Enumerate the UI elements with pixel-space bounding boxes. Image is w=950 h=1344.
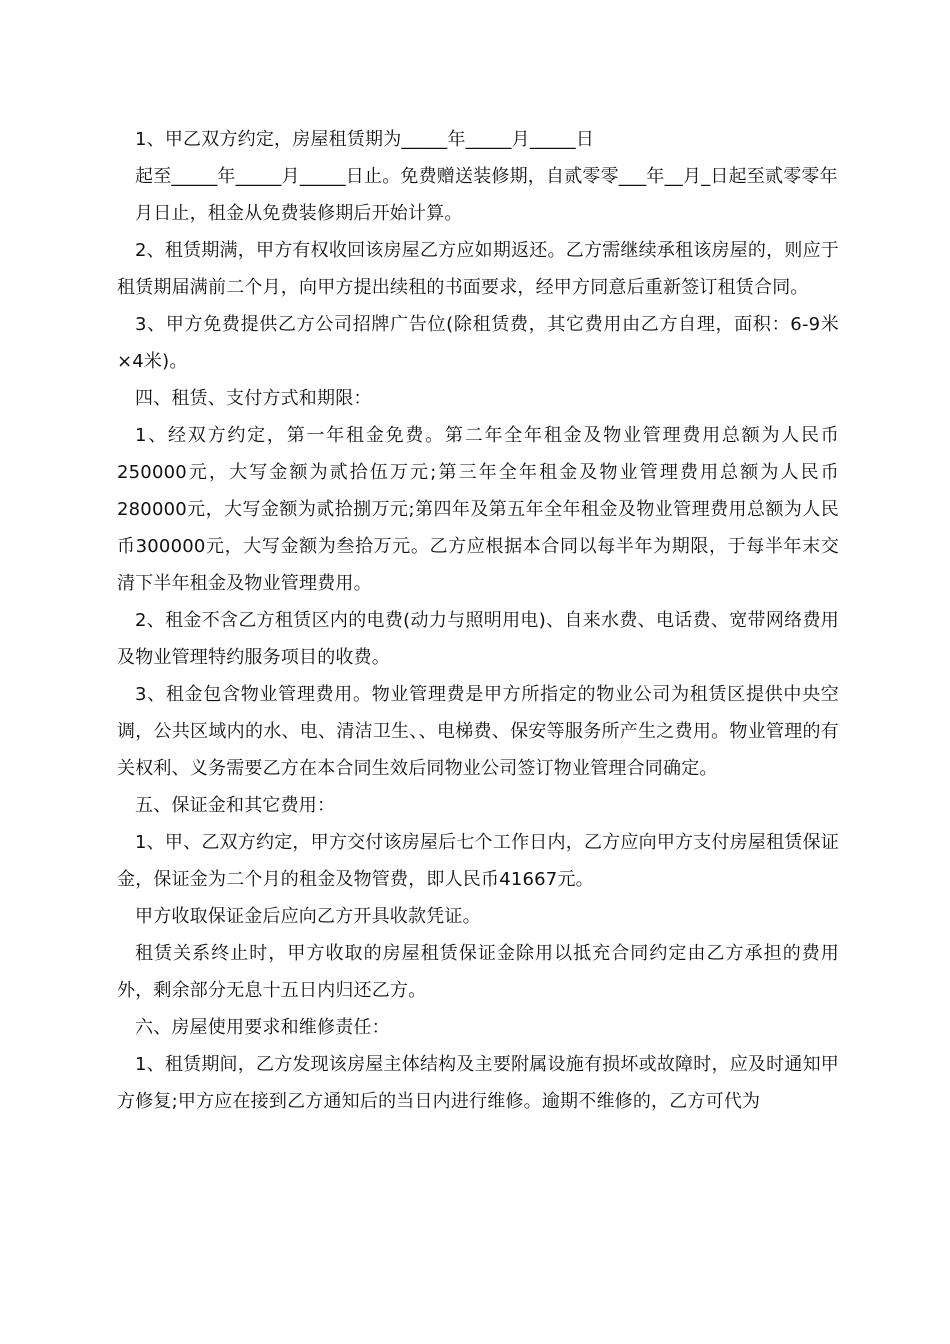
paragraph-repair: 1、租赁期间，乙方发现该房屋主体结构及主要附属设施有损坏或故障时，应及时通知甲方修复;甲方应在接到乙方通知后的当日内进行维修。逾期不维修的，乙方可代为 — [117, 1054, 839, 1112]
paragraph-rent-amounts: 1、经双方约定，第一年租金免费。第二年全年租金及物业管理费用总额为人民币250000元，大写金额为贰拾伍万元;第三年全年租金及物业管理费用总额为人民币280000元，大写金额为贰拾捌万元;第四年及第五年全年租金及物业管理费用总额为人民币300000元，大写金额为叁拾万元。乙方应根据本合同以每半年为期限，于每半年末交清下半年租金及物业管理费用。 — [117, 425, 839, 594]
paragraph-deposit-return: 租赁关系终止时，甲方收取的房屋租赁保证金除用以抵充合同约定由乙方承担的费用外，剩余部分无息十五日内归还乙方。 — [117, 943, 839, 1001]
paragraph-deposit-receipt: 甲方收取保证金后应向乙方开具收款凭证。 — [135, 906, 481, 927]
section-heading-payment: 四、租赁、支付方式和期限： — [135, 388, 372, 409]
document-body — [117, 121, 839, 1120]
section-heading-maintenance: 六、房屋使用要求和维修责任： — [135, 1017, 390, 1038]
paragraph-lease-term-end: 起至_____年_____月_____日止。免费赠送装修期，自贰零零___年__月_日起至贰零零年 — [135, 166, 838, 187]
section-heading-deposit: 五、保证金和其它费用： — [135, 795, 336, 816]
paragraph-property-fee: 3、租金包含物业管理费用。物业管理费是甲方所指定的物业公司为租赁区提供中央空调，公共区域内的水、电、清洁卫生、、电梯费、保安等服务所产生之费用。物业管理的有关权利、义务需要乙方在本合同生效后同物业公司签订物业管理合同确定。 — [117, 684, 839, 779]
paragraph-rent-start: 月日止，租金从免费装修期后开始计算。 — [135, 203, 463, 224]
paragraph-rent-exclusions: 2、租金不含乙方租赁区内的电费(动力与照明用电)、自来水费、电话费、宽带网络费用及物业管理特约服务项目的收费。 — [117, 610, 839, 668]
paragraph-deposit-amount: 1、甲、乙双方约定，甲方交付该房屋后七个工作日内，乙方应向甲方支付房屋租赁保证金，保证金为二个月的租金及物管费，即人民币41667元。 — [117, 832, 839, 890]
paragraph-signage: 3、甲方免费提供乙方公司招牌广告位(除租赁费，其它费用由乙方自理，面积：6-9米×4米)。 — [117, 314, 839, 372]
paragraph-lease-term: 1、甲乙双方约定，房屋租赁期为_____年_____月_____日 — [135, 129, 595, 150]
paragraph-renewal: 2、租赁期满，甲方有权收回该房屋乙方应如期返还。乙方需继续承租该房屋的，则应于租赁期届满前二个月，向甲方提出续租的书面要求，经甲方同意后重新签订租赁合同。 — [117, 240, 839, 298]
